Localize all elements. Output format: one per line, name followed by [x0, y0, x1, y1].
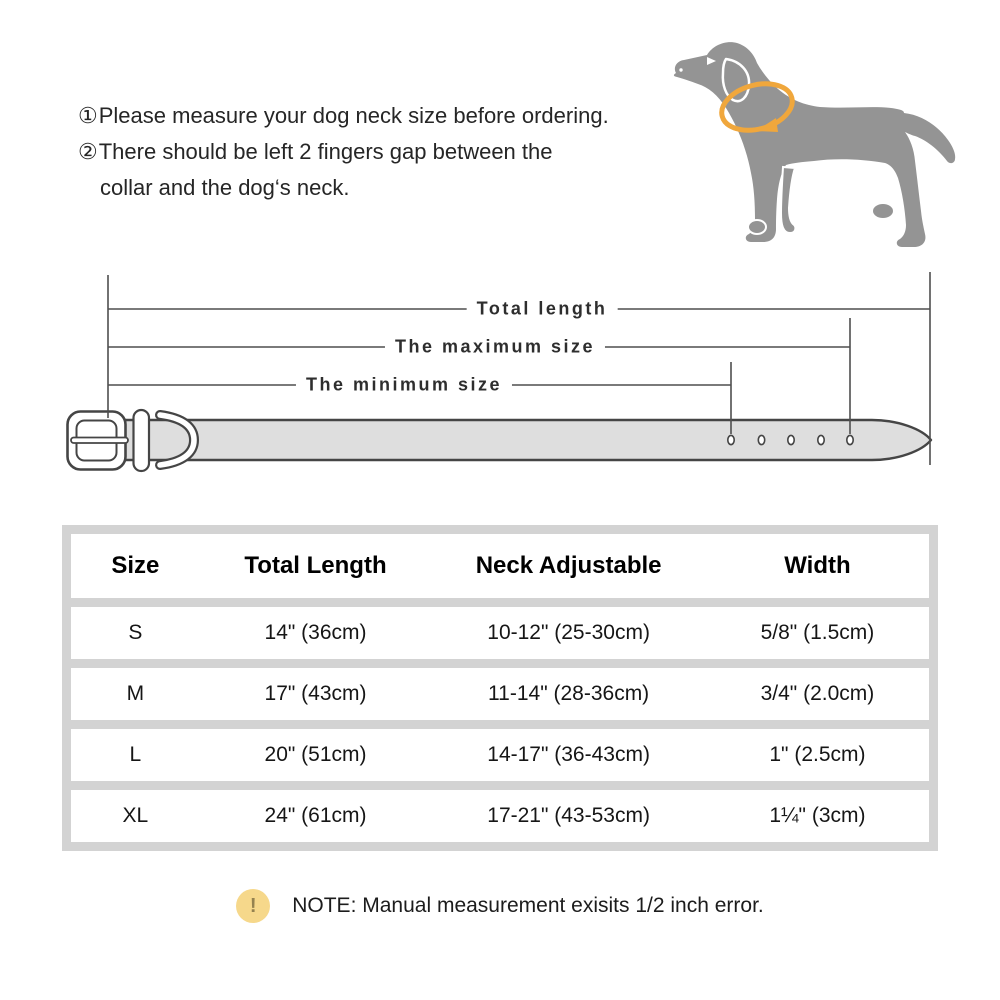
dog-thigh-highlight [846, 163, 896, 183]
table-row-m [71, 668, 929, 720]
cell-total-length: 20" (51cm) [264, 743, 367, 766]
note-text: NOTE: Manual measurement exisits 1/2 inch error. [292, 894, 764, 917]
collar-keeper-loop [134, 410, 150, 471]
header-size: Size [111, 552, 160, 579]
cell-width: 1¼" (3cm) [769, 804, 866, 827]
dog-far-front-leg [781, 167, 795, 233]
cell-total-length: 17" (43cm) [264, 682, 367, 705]
circled-number-1: ① [78, 103, 98, 128]
cell-width: 3/4" (2.0cm) [760, 682, 875, 705]
dog-body-silhouette [674, 42, 955, 247]
note [0, 886, 1000, 926]
instruction-line-2: ②There should be left 2 fingers gap between the [78, 139, 553, 164]
collar-strap [112, 420, 931, 460]
table-row-l [71, 729, 929, 781]
size-table [62, 525, 938, 851]
exclamation-icon: ! [236, 889, 270, 923]
cell-size: S [128, 621, 143, 644]
cell-neck-adjustable: 17-21" (43-53cm) [487, 804, 650, 827]
instruction-line-3: collar and the dog‘s neck. [100, 175, 350, 200]
cell-total-length: 24" (61cm) [264, 804, 367, 827]
label-maximum-size: The maximum size [385, 337, 605, 358]
table-row-s [71, 607, 929, 659]
cell-neck-adjustable: 11-14" (28-36cm) [488, 682, 650, 705]
buckle-prong [71, 438, 128, 444]
dog-nostril [679, 68, 682, 71]
cell-total-length: 14" (36cm) [264, 621, 367, 644]
measuring-instructions [78, 98, 678, 206]
cell-width: 5/8" (1.5cm) [760, 621, 875, 644]
collar-buckle [68, 412, 129, 470]
header-total-length: Total Length [244, 552, 387, 579]
cell-size: M [126, 682, 145, 705]
cell-neck-adjustable: 10-12" (25-30cm) [487, 621, 650, 644]
header-width: Width [784, 552, 851, 579]
size-table-header-row [71, 534, 929, 598]
circled-number-2: ② [78, 139, 98, 164]
table-row-xl [71, 790, 929, 842]
label-minimum-size: The minimum size [296, 375, 512, 396]
cell-width: 1" (2.5cm) [769, 743, 866, 766]
dog-far-rear-paw [872, 203, 894, 219]
dog-illustration [650, 15, 970, 265]
cell-size: L [129, 743, 142, 766]
label-total-length: Total length [467, 299, 618, 320]
header-neck-adjustable: Neck Adjustable [475, 552, 662, 579]
dog-far-front-paw [748, 220, 766, 234]
cell-neck-adjustable: 14-17" (36-43cm) [487, 743, 650, 766]
cell-size: XL [122, 804, 149, 827]
instruction-line-1: ①Please measure your dog neck size before ordering. [78, 103, 609, 128]
